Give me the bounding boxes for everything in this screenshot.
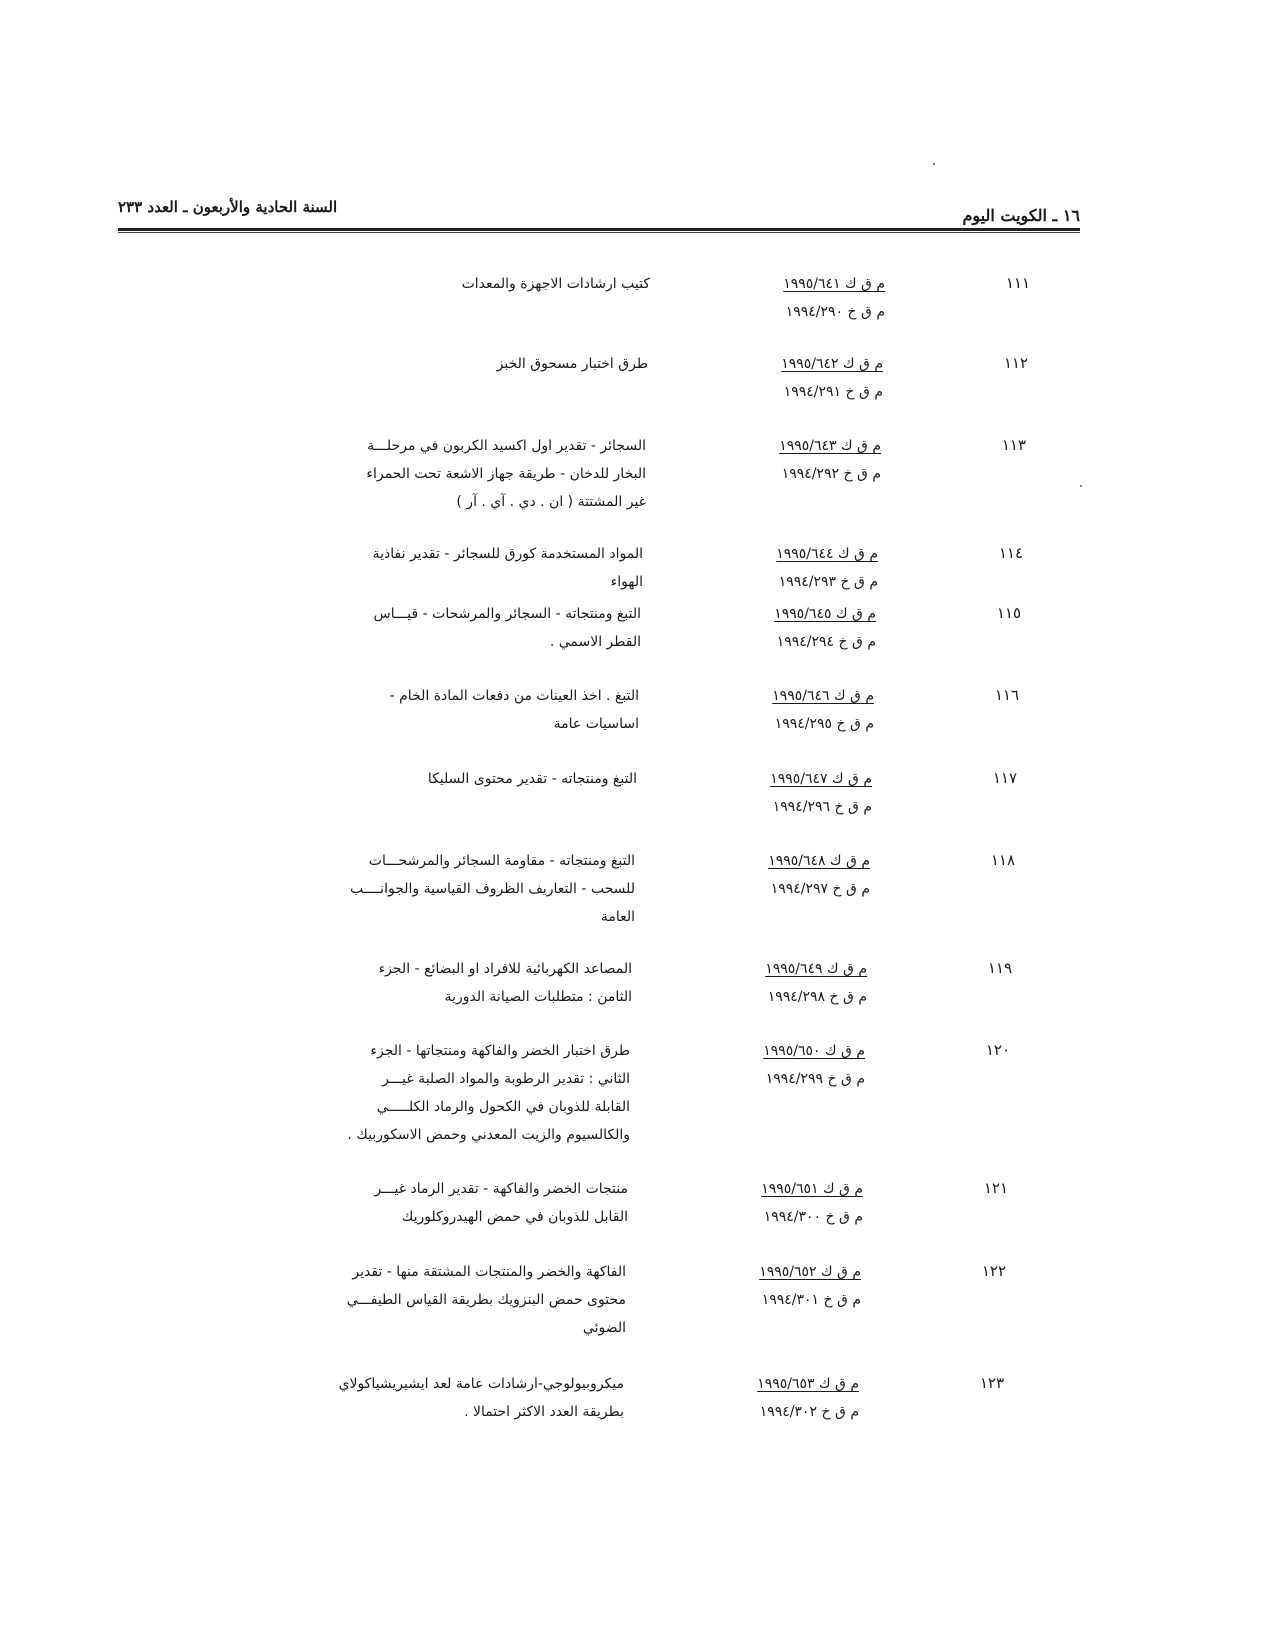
gulf-standard-code: م ق خ ١٩٩٤/٢٩٩ [765, 1071, 865, 1087]
standard-title [107, 955, 632, 1011]
standard-title [125, 270, 650, 298]
entry-number: ١١٨ [990, 851, 1015, 869]
title-line: التبغ ومنتجاته - تقدير محتوى السليكا [427, 771, 637, 787]
title-line: البخار للدخان - طريقة جهاز الاشعة تحت الحمراء [366, 466, 646, 482]
title-line: الثاني : تقدير الرطوبة والمواد الصلبة غيـــر [382, 1071, 630, 1087]
entry-number: ١١٣ [1001, 436, 1026, 454]
gulf-standard-code: م ق خ ١٩٩٤/٢٩٣ [778, 574, 878, 590]
standard-title [114, 682, 639, 738]
title-line: كتيب ارشادات الاجهزة والمعدات [461, 276, 650, 292]
standard-title [121, 432, 646, 516]
kuwait-standard-code: م ق ك ١٩٩٥/٦٥٢ [759, 1264, 861, 1280]
entry-number: ١١٢ [1003, 354, 1028, 372]
entry-number: ١٢١ [983, 1179, 1008, 1197]
scan-speck [933, 163, 935, 165]
standard-codes [685, 1037, 865, 1093]
title-line: ميكروبيولوجي-ارشادات عامة لعد ايشيريشياكولاي [338, 1376, 624, 1392]
gulf-standard-code: م ق خ ١٩٩٤/٢٩٦ [772, 799, 872, 815]
title-line: والكالسيوم والزيت المعدني وحمض الاسكوربيك . [347, 1127, 630, 1143]
gulf-standard-code: م ق خ ١٩٩٤/٣٠٠ [763, 1209, 863, 1225]
title-line: القابلة للذوبان في الكحول والرماد الكلـــــي [376, 1099, 630, 1115]
kuwait-standard-code: م ق ك ١٩٩٥/٦٤٧ [770, 771, 872, 787]
table-row [0, 765, 1275, 815]
table-row [0, 270, 1275, 320]
standard-codes [698, 540, 878, 596]
gulf-standard-code: م ق خ ١٩٩٤/٢٩٤ [776, 634, 876, 650]
kuwait-standard-code: م ق ك ١٩٩٥/٦٤٣ [779, 438, 881, 454]
issue-label: السنة الحادية والأربعون ـ العدد ٢٣٣ [118, 198, 338, 216]
title-line: التبغ . اخذ العينات من دفعات المادة الخام - [389, 688, 639, 704]
standard-codes [696, 600, 876, 656]
kuwait-standard-code: م ق ك ١٩٩٥/٦٤٨ [768, 853, 870, 869]
page-label: ١٦ ـ الكويت اليوم [962, 206, 1080, 225]
title-line: المصاعد الكهربائية للافراد او البضائع - الجزء [378, 961, 632, 977]
title-line: منتجات الخضر والفاكهة - تقدير الرماد غيـــر [374, 1181, 628, 1197]
table-row [0, 350, 1275, 400]
standard-codes [681, 1258, 861, 1314]
title-line: للسحب - التعاريف الظروف القياسية والجوانــــب [350, 881, 635, 897]
title-line: طرق اختبار مسحوق الخبز [496, 356, 648, 372]
title-line: الفاكهة والخضر والمنتجات المشتقة منها - تقدير [352, 1264, 626, 1280]
table-row [0, 1370, 1275, 1420]
standard-title [99, 1370, 624, 1426]
table-row [0, 1037, 1275, 1143]
entry-number: ١٢٢ [981, 1262, 1006, 1280]
standard-title [118, 540, 643, 596]
gulf-standard-code: م ق خ ١٩٩٤/٣٠٢ [759, 1404, 859, 1420]
table-row [0, 600, 1275, 650]
title-line: بطريقة العدد الاكثر احتمالا . [464, 1404, 624, 1420]
title-line: اساسيات عامة [553, 716, 639, 732]
entry-number: ١٢٣ [979, 1374, 1004, 1392]
table-row [0, 540, 1275, 590]
title-line: محتوى حمض البنزويك بطريقة القياس الطيفـــي [346, 1292, 626, 1308]
standard-codes [701, 432, 881, 488]
standard-title [110, 847, 635, 931]
standard-codes [705, 270, 885, 326]
table-row [0, 847, 1275, 925]
page-header [118, 196, 1080, 228]
standard-codes [690, 847, 870, 903]
kuwait-standard-code: م ق ك ١٩٩٥/٦٤٩ [765, 961, 867, 977]
title-line: طرق اختبار الخضر والفاكهة ومنتجاتها - الجزء [370, 1043, 630, 1059]
entry-number: ١١٦ [994, 686, 1019, 704]
header-rule [118, 228, 1080, 233]
gulf-standard-code: م ق خ ١٩٩٤/٢٩٧ [770, 881, 870, 897]
standard-codes [694, 682, 874, 738]
table-row [0, 432, 1275, 510]
title-line: غير المشتتة ( ان . دي . آي . آر ) [456, 494, 646, 510]
title-line: الضوئي [582, 1320, 626, 1336]
gulf-standard-code: م ق خ ١٩٩٤/٢٩٠ [785, 304, 885, 320]
entry-number: ١١٩ [987, 959, 1012, 977]
standard-title [101, 1258, 626, 1342]
kuwait-standard-code: م ق ك ١٩٩٥/٦٤٢ [781, 356, 883, 372]
entry-number: ١١٤ [998, 544, 1023, 562]
title-line: التبغ ومنتجاته - السجائر والمرشحات - قيـــاس [373, 606, 641, 622]
kuwait-standard-code: م ق ك ١٩٩٥/٦٥١ [761, 1181, 863, 1197]
kuwait-standard-code: م ق ك ١٩٩٥/٦٤١ [783, 276, 885, 292]
title-line: القطر الاسمي . [549, 634, 641, 650]
standard-codes [679, 1370, 859, 1426]
standard-codes [692, 765, 872, 821]
standard-title [112, 765, 637, 793]
entry-number: ١٢٠ [985, 1041, 1010, 1059]
table-row [0, 1258, 1275, 1336]
table-row [0, 682, 1275, 732]
gulf-standard-code: م ق خ ١٩٩٤/٢٩٨ [767, 989, 867, 1005]
title-line: العامة [600, 909, 635, 925]
standard-title [103, 1175, 628, 1231]
kuwait-standard-code: م ق ك ١٩٩٥/٦٤٦ [772, 688, 874, 704]
kuwait-standard-code: م ق ك ١٩٩٥/٦٤٤ [776, 546, 878, 562]
gulf-standard-code: م ق خ ١٩٩٤/٢٩٥ [774, 716, 874, 732]
standard-title [105, 1037, 630, 1149]
title-line: الثامن : متطلبات الصيانة الدورية [444, 989, 632, 1005]
kuwait-standard-code: م ق ك ١٩٩٥/٦٥٣ [757, 1376, 859, 1392]
entry-number: ١١١ [1005, 274, 1030, 292]
standard-title [116, 600, 641, 656]
standard-codes [687, 955, 867, 1011]
scan-speck [1080, 485, 1082, 487]
gulf-standard-code: م ق خ ١٩٩٤/٢٩١ [783, 384, 883, 400]
entry-number: ١١٧ [992, 769, 1017, 787]
standard-codes [683, 1175, 863, 1231]
kuwait-standard-code: م ق ك ١٩٩٥/٦٤٥ [774, 606, 876, 622]
kuwait-standard-code: م ق ك ١٩٩٥/٦٥٠ [763, 1043, 865, 1059]
title-line: التبغ ومنتجاته - مقاومة السجائر والمرشحـــات [368, 853, 635, 869]
table-row [0, 1175, 1275, 1225]
standard-codes [703, 350, 883, 406]
title-line: السجائر - تقدير اول اكسيد الكربون في مرحلـــة [367, 438, 646, 454]
title-line: القابل للذوبان في حمض الهيدروكلوريك [401, 1209, 628, 1225]
gulf-standard-code: م ق خ ١٩٩٤/٢٩٢ [781, 466, 881, 482]
entry-number: ١١٥ [996, 604, 1021, 622]
standard-title [123, 350, 648, 378]
title-line: المواد المستخدمة كورق للسجائر - تقدير نفاذية [372, 546, 643, 562]
title-line: الهواء [610, 574, 643, 590]
gulf-standard-code: م ق خ ١٩٩٤/٣٠١ [761, 1292, 861, 1308]
table-row [0, 955, 1275, 1005]
